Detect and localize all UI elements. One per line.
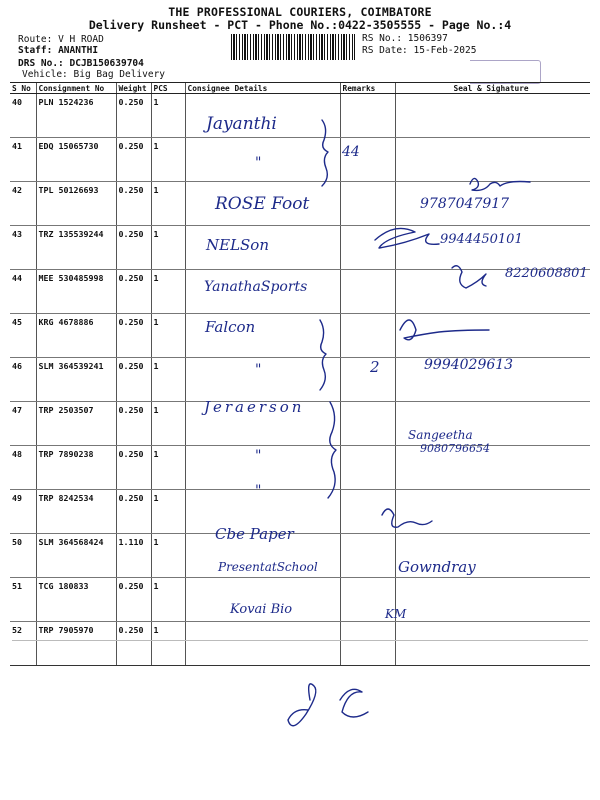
cell-weight: 0.250 (116, 622, 151, 666)
rs-date-label: RS Date: (362, 45, 408, 56)
cell-sno: 46 (10, 358, 36, 402)
handwritten-remark-46: 2 (370, 358, 380, 376)
handwritten-phone-48: 9080796654 (420, 442, 490, 455)
cell-sno: 43 (10, 226, 36, 270)
bracket-45-46 (320, 320, 326, 390)
cell-consignment: SLM 364568424 (36, 534, 116, 578)
cell-weight: 1.110 (116, 534, 151, 578)
cell-weight: 0.250 (116, 446, 151, 490)
cell-pcs: 1 (151, 534, 185, 578)
handwritten-consignee-52: Kovai Bio (230, 602, 293, 617)
cell-weight: 0.250 (116, 314, 151, 358)
col-weight: Weight (116, 83, 151, 94)
handwritten-name-48: Sangeetha (408, 428, 473, 442)
rs-no-label: RS No.: (362, 33, 403, 44)
vehicle-label: Vehicle: (22, 69, 68, 80)
col-signature: Seal & Sighature (395, 83, 590, 94)
handwritten-ditto-49: " (255, 483, 262, 499)
page-subtitle: Delivery Runsheet - PCT - Phone No.:0422-3505555 - Page No.:4 (88, 18, 512, 32)
cell-weight: 0.250 (116, 182, 151, 226)
cell-pcs: 1 (151, 446, 185, 490)
cell-consignment: TRP 8242534 (36, 490, 116, 534)
handwritten-consignee-51: PresentatSchool (218, 560, 318, 574)
cell-weight: 0.250 (116, 138, 151, 182)
rs-no-value: 1506397 (407, 33, 448, 44)
handwritten-signature-51: Gowndray (398, 558, 476, 576)
vehicle-value: Big Bag Delivery (73, 69, 166, 80)
cell-consignment: EDQ 15065730 (36, 138, 116, 182)
cell-consignment: TPL 50126693 (36, 182, 116, 226)
cell-pcs: 1 (151, 226, 185, 270)
col-consignment: Consignment No (36, 83, 116, 94)
bracket-47-49 (328, 402, 336, 498)
handwritten-signature-52: KM (385, 607, 407, 621)
cell-pcs: 1 (151, 358, 185, 402)
rs-date-value: 15-Feb-2025 (413, 45, 477, 56)
handwritten-consignee-42: ROSE Foot (215, 194, 310, 214)
cell-pcs: 1 (151, 314, 185, 358)
handwritten-consignee-47: Jeraerson (204, 398, 305, 416)
handwritten-consignee-44: YanathaSports (204, 279, 308, 295)
cell-pcs: 1 (151, 490, 185, 534)
cell-sno: 40 (10, 94, 36, 138)
handwritten-phone-44: 8220608801 (505, 266, 588, 281)
handwritten-consignee-43: NELSon (206, 236, 270, 254)
cell-consignment: TCG 180833 (36, 578, 116, 622)
route-label: Route: (18, 34, 53, 45)
cell-weight: 0.250 (116, 358, 151, 402)
page-title: THE PROFESSIONAL COURIERS, COIMBATORE (168, 5, 432, 19)
col-remarks: Remarks (340, 83, 395, 94)
handwritten-phone-43: 9944450101 (440, 232, 523, 247)
signature-50 (382, 509, 432, 527)
handwritten-ditto-46: " (255, 362, 262, 378)
handwritten-consignee-45: Falcon (205, 318, 256, 336)
cell-weight: 0.250 (116, 226, 151, 270)
cell-pcs: 1 (151, 578, 185, 622)
cell-consignment: KRG 4678886 (36, 314, 116, 358)
handwritten-phone-46: 9994029613 (424, 357, 514, 373)
cell-sno: 44 (10, 270, 36, 314)
staff-value: ANANTHI (58, 45, 99, 56)
cell-sno: 51 (10, 578, 36, 622)
cell-sno: 42 (10, 182, 36, 226)
staff-label: Staff: (18, 45, 53, 56)
cell-weight: 0.250 (116, 578, 151, 622)
cell-sno: 41 (10, 138, 36, 182)
cell-consignment: SLM 364539241 (36, 358, 116, 402)
drs-value: DCJB150639704 (69, 58, 144, 69)
col-pcs: PCS (151, 83, 185, 94)
cell-consignment: TRP 2503507 (36, 402, 116, 446)
cell-pcs: 1 (151, 182, 185, 226)
signature-44 (452, 266, 486, 288)
cell-pcs: 1 (151, 270, 185, 314)
handwritten-consignee-40: Jayanthi (206, 114, 277, 134)
cell-consignment: TRP 7905970 (36, 622, 116, 666)
cell-pcs: 1 (151, 138, 185, 182)
handwritten-ditto-48: " (255, 448, 262, 464)
signature-42 (470, 178, 530, 190)
drs-label: DRS No.: (18, 58, 64, 69)
cell-pcs: 1 (151, 622, 185, 666)
signature-45 (400, 320, 489, 340)
cell-weight: 0.250 (116, 94, 151, 138)
cell-consignment: TRP 7890238 (36, 446, 116, 490)
cell-consignment: PLN 1524236 (36, 94, 116, 138)
cell-consignment: MEE 530485998 (36, 270, 116, 314)
signature-43 (375, 228, 439, 248)
handwritten-consignee-50: Cbe Paper (215, 525, 294, 543)
col-consignee: Consignee Details (185, 83, 340, 94)
bracket-40-41 (322, 120, 328, 186)
cell-pcs: 1 (151, 402, 185, 446)
col-sno: S No (10, 83, 36, 94)
handwritten-phone-42: 9787047917 (420, 196, 510, 212)
handwritten-remark-41: 44 (342, 144, 360, 160)
cell-sno: 52 (10, 622, 36, 666)
cell-pcs: 1 (151, 94, 185, 138)
cell-sno: 45 (10, 314, 36, 358)
cell-consignment: TRZ 135539244 (36, 226, 116, 270)
cell-sno: 47 (10, 402, 36, 446)
cell-weight: 0.250 (116, 402, 151, 446)
handwritten-ditto-41: " (255, 155, 262, 171)
cell-weight: 0.250 (116, 490, 151, 534)
route-value: V H ROAD (58, 34, 104, 45)
cell-sno: 48 (10, 446, 36, 490)
cell-sno: 49 (10, 490, 36, 534)
cell-sno: 50 (10, 534, 36, 578)
signature-staff (288, 684, 368, 726)
cell-weight: 0.250 (116, 270, 151, 314)
